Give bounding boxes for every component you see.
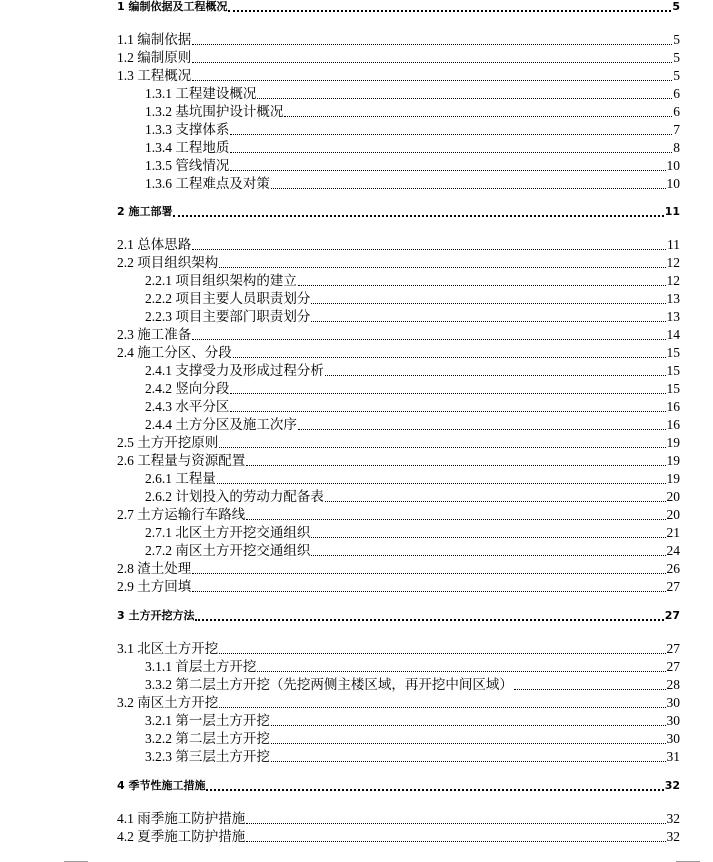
toc-entry-title: 2.2.3 项目主要部门职责划分 [145,309,311,324]
toc-entry-title: 4 季节性施工措施 [117,779,206,792]
toc-dot-leader [514,688,666,690]
toc-page-number: 32 [664,779,680,792]
toc-subsection-entry[interactable] [145,84,680,102]
toc-dot-leader [228,9,671,12]
toc-section-entry[interactable] [117,451,680,469]
toc-page-number: 27 [664,609,680,622]
toc-dot-leader [219,266,665,268]
toc-page-number: 5 [673,50,680,65]
toc-page-number: 11 [664,205,680,218]
toc-entry-title: 1 编制依据及工程概况 [117,0,228,13]
toc-dot-leader [298,428,666,430]
toc-page-number: 6 [673,86,680,101]
toc-page-number: 19 [666,453,680,468]
toc-dot-leader [311,302,665,304]
toc-entry-title: 1.3.6 工程难点及对策 [145,176,270,191]
toc-entry-title: 2.4.2 竖向分段 [145,381,230,396]
toc-dot-leader [246,822,665,824]
toc-page-number: 16 [666,417,680,432]
toc-dot-leader [325,500,666,502]
toc-subsection-entry[interactable] [145,379,680,397]
toc-section-entry[interactable] [117,577,680,595]
toc-page-number: 19 [666,435,680,450]
toc-page-number: 6 [673,104,680,119]
toc-dot-leader [284,115,672,117]
toc-dot-leader [298,284,666,286]
toc-subsection-entry[interactable] [145,307,680,325]
toc-page-number: 15 [666,345,680,360]
toc-page-number: 31 [666,749,680,764]
toc-dot-leader [195,618,663,621]
toc-entry-title: 2.7 土方运输行车路线 [117,507,246,522]
toc-subsection-entry[interactable] [145,469,680,487]
toc-entry-title: 1.2 编制原则 [117,50,192,65]
toc-dot-leader [173,214,663,217]
toc-page-number: 30 [666,731,680,746]
toc-page-number: 5 [673,32,680,47]
toc-page-number: 11 [667,237,680,252]
toc-entry-title: 3 土方开挖方法 [117,609,195,622]
toc-entry-title: 1.3 工程概况 [117,68,192,83]
toc-dot-leader [311,554,665,556]
toc-dot-leader [230,151,672,153]
toc-chapter-entry[interactable] [117,605,680,623]
toc-page-number: 27 [666,579,680,594]
toc-page-number: 28 [666,677,680,692]
toc-page-number: 26 [666,561,680,576]
toc-dot-leader [271,187,666,189]
toc-entry-title: 2.6.2 计划投入的劳动力配备表 [145,489,324,504]
toc-entry-title: 2.5 土方开挖原则 [117,435,219,450]
toc-page-number: 27 [666,641,680,656]
toc-dot-leader [271,742,666,744]
toc-entry-title: 4.1 雨季施工防护措施 [117,811,246,826]
toc-dot-leader [219,706,665,708]
toc-page-number: 32 [666,829,680,844]
toc-entry-title: 2.6 工程量与资源配置 [117,453,246,468]
toc-page-number: 20 [666,489,680,504]
toc-section-entry[interactable] [117,639,680,657]
toc-subsection-entry[interactable] [145,747,680,765]
toc-page-number: 19 [666,471,680,486]
toc-entry-title: 3.2.1 第一层土方开挖 [145,713,270,728]
toc-dot-leader [271,760,666,762]
toc-subsection-entry[interactable] [145,729,680,747]
toc-subsection-entry[interactable] [145,415,680,433]
toc-page-number: 16 [666,399,680,414]
toc-chapter-entry[interactable] [117,201,680,219]
toc-dot-leader [246,840,665,842]
toc-page-number: 12 [666,273,680,288]
toc-dot-leader [257,670,665,672]
toc-section-entry[interactable] [117,48,680,66]
toc-dot-leader [192,61,672,63]
toc-dot-leader [219,652,665,654]
toc-dot-leader [233,356,666,358]
toc-dot-leader [206,788,663,791]
toc-entry-title: 2.8 渣土处理 [117,561,192,576]
toc-entry-title: 3.2.2 第二层土方开挖 [145,731,270,746]
toc-section-entry[interactable] [117,505,680,523]
toc-entry-title: 2.4.1 支撑受力及形成过程分析 [145,363,324,378]
toc-page-number: 27 [666,659,680,674]
toc-dot-leader [246,464,665,466]
toc-entry-title: 2.1 总体思路 [117,237,192,252]
toc-dot-leader [246,518,665,520]
toc-dot-leader [257,97,672,99]
toc-entry-title: 2.7.2 南区土方开挖交通组织 [145,543,311,558]
toc-page-number: 13 [666,309,680,324]
toc-page-number: 30 [666,695,680,710]
toc-entry-title: 3.3.2 第二层土方开挖（先挖两侧主楼区域，再开挖中间区域） [145,677,513,692]
toc-dot-leader [311,320,665,322]
toc-page-number: 7 [673,122,680,137]
toc-entry-title: 1.3.3 支撑体系 [145,122,230,137]
toc-entry-title: 1.3.4 工程地质 [145,140,230,155]
toc-dot-leader [230,392,665,394]
toc-page-number: 5 [673,68,680,83]
toc-dot-leader [192,248,666,250]
toc-subsection-entry[interactable] [145,711,680,729]
toc-chapter-entry[interactable] [117,0,680,14]
toc-dot-leader [230,410,665,412]
toc-entry-title: 1.3.1 工程建设概况 [145,86,257,101]
toc-entry-title: 1.1 编制依据 [117,32,192,47]
toc-section-entry[interactable] [117,559,680,577]
toc-section-entry[interactable] [117,433,680,451]
toc-subsection-entry[interactable] [145,138,680,156]
toc-subsection-entry[interactable] [145,289,680,307]
toc-entry-title: 4.2 夏季施工防护措施 [117,829,246,844]
toc-subsection-entry[interactable] [145,156,680,174]
toc-entry-title: 2.2 项目组织架构 [117,255,219,270]
toc-entry-title: 3.2.3 第三层土方开挖 [145,749,270,764]
toc-section-entry[interactable] [117,343,680,361]
toc-subsection-entry[interactable] [145,102,680,120]
toc-entry-title: 2.3 施工准备 [117,327,192,342]
toc-dot-leader [192,590,665,592]
toc-subsection-entry[interactable] [145,657,680,675]
toc-dot-leader [192,43,672,45]
toc-section-entry[interactable] [117,809,680,827]
toc-dot-leader [325,374,666,376]
toc-subsection-entry[interactable] [145,523,680,541]
toc-subsection-entry[interactable] [145,487,680,505]
toc-dot-leader [217,482,666,484]
toc-entry-title: 3.1.1 首层土方开挖 [145,659,257,674]
toc-section-entry[interactable] [117,325,680,343]
toc-entry-title: 2.7.1 北区土方开挖交通组织 [145,525,311,540]
toc-subsection-entry[interactable] [145,361,680,379]
toc-dot-leader [192,79,672,81]
toc-entry-title: 2.6.1 工程量 [145,471,216,486]
toc-subsection-entry[interactable] [145,120,680,138]
toc-entry-title: 2 施工部署 [117,205,173,218]
toc-page-number: 21 [666,525,680,540]
toc-page-number: 30 [666,713,680,728]
toc-dot-leader [192,338,665,340]
toc-section-entry[interactable] [117,30,680,48]
toc-page-number: 8 [673,140,680,155]
toc-dot-leader [230,133,672,135]
toc-page-number: 15 [666,363,680,378]
toc-entry-title: 2.9 土方回填 [117,579,192,594]
toc-entry-title: 1.3.5 管线情况 [145,158,230,173]
toc-entry-title: 3.2 南区土方开挖 [117,695,219,710]
toc-section-entry[interactable] [117,693,680,711]
toc-subsection-entry[interactable] [145,675,680,693]
toc-section-entry[interactable] [117,253,680,271]
toc-entry-title: 1.3.2 基坑围护设计概况 [145,104,284,119]
toc-dot-leader [192,572,665,574]
toc-entry-title: 2.2.1 项目组织架构的建立 [145,273,297,288]
toc-section-entry[interactable] [117,827,680,845]
toc-dot-leader [230,169,665,171]
toc-subsection-entry[interactable] [145,174,680,192]
toc-dot-leader [311,536,665,538]
toc-subsection-entry[interactable] [145,397,680,415]
toc-entry-title: 2.4.4 土方分区及施工次序 [145,417,297,432]
toc-subsection-entry[interactable] [145,271,680,289]
toc-page-number: 24 [666,543,680,558]
toc-page-number: 12 [666,255,680,270]
toc-dot-leader [271,724,666,726]
toc-page-number: 13 [666,291,680,306]
toc-page-number: 15 [666,381,680,396]
toc-page-number: 32 [666,811,680,826]
toc-page-number: 10 [666,158,680,173]
toc-entry-title: 3.1 北区土方开挖 [117,641,219,656]
toc-dot-leader [219,446,665,448]
toc-section-entry[interactable] [117,235,680,253]
toc-page-number: 20 [666,507,680,522]
toc-page-number: 10 [666,176,680,191]
toc-entry-title: 2.4 施工分区、分段 [117,345,232,360]
toc-subsection-entry[interactable] [145,541,680,559]
toc-section-entry[interactable] [117,66,680,84]
toc-entry-title: 2.4.3 水平分区 [145,399,230,414]
toc-page-number: 14 [666,327,680,342]
toc-page-number: 5 [672,0,680,13]
toc-chapter-entry[interactable] [117,775,680,793]
toc-entry-title: 2.2.2 项目主要人员职责划分 [145,291,311,306]
